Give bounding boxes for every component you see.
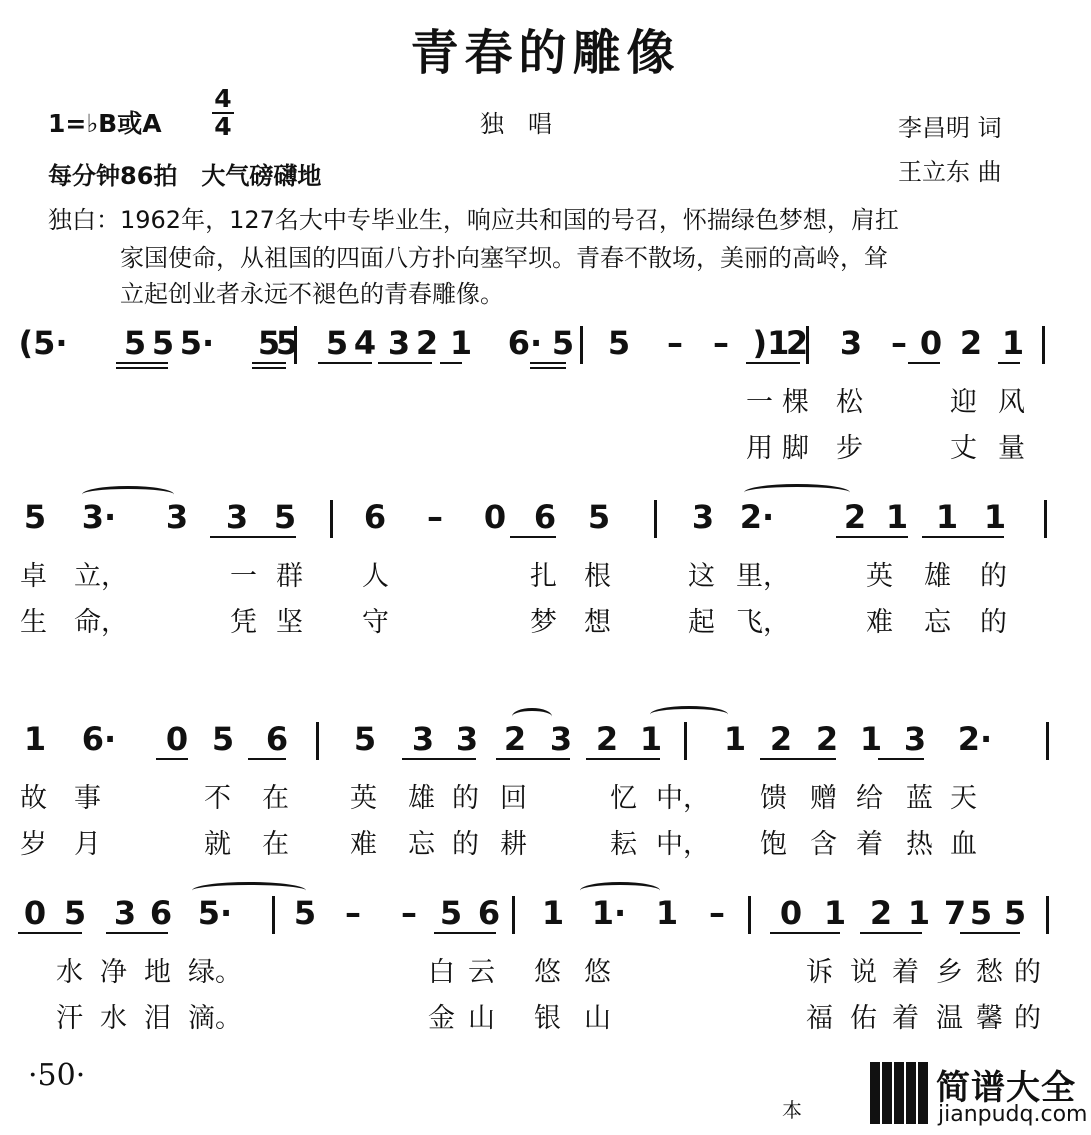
bar-line [1042,326,1045,364]
note: 0 [779,894,803,932]
time-sig-bottom: 4 [214,112,232,141]
lyric-syllable: 里， [736,561,790,592]
lyric-syllable: 守 [362,607,389,638]
lyric-syllable: 丈 [950,433,977,464]
note: 1 [935,498,959,536]
underline-beam [922,536,1004,538]
lyric-syllable: 温 [936,1003,963,1034]
lyric-syllable: 忘 [408,829,435,860]
note: 2 [815,720,839,758]
note: 0 [23,894,47,932]
lyricist: 李昌明 词 [898,114,1002,142]
underline-beam [510,536,556,538]
note: 5 [439,894,463,932]
tie-slur [82,486,174,503]
tie-slur [744,484,850,501]
note: 1 [639,720,663,758]
note: 1 [723,720,747,758]
note: – [401,894,417,932]
underline-beam [378,362,432,364]
underline-beam [878,758,924,760]
underline-beam [760,758,836,760]
note: 6· [81,720,117,758]
lyric-syllable: 的 [452,783,479,814]
bar-line [512,896,515,934]
lyric-syllable: 脚 [782,433,809,464]
note: 6 [265,720,289,758]
note: 5 [353,720,377,758]
footer-mark: 本 [782,1098,802,1122]
note: 6· [507,324,543,362]
lyric-syllable: 想 [584,607,611,638]
bar-line [654,500,657,538]
note: 3· [81,498,117,536]
note: 6 [533,498,557,536]
bar-line [272,896,275,934]
lyric-syllable: 蓝 [906,783,933,814]
note: 3 [839,324,863,362]
lyric-syllable: 赠 [810,783,837,814]
note: 1 [885,498,909,536]
lyric-syllable: 根 [584,561,611,592]
note: 5 [275,324,299,362]
note: 1 [1001,324,1025,362]
underline-beam [908,362,940,364]
lyric-syllable: 水 [100,1003,127,1034]
lyric-syllable: 天 [950,783,977,814]
performance-type: 独 唱 [480,110,552,138]
key-text: 1=♭B或A [48,109,162,138]
note: 2· [739,498,775,536]
lyric-syllable: 馈 [760,783,787,814]
underline-beam [440,362,462,364]
note: 5· [197,894,233,932]
lyric-syllable: 英 [350,783,377,814]
bar-line [1046,722,1049,760]
lyric-syllable: 说 [850,957,877,988]
lyric-syllable: 给 [856,783,883,814]
tie-slur [650,706,728,723]
note: 3 [455,720,479,758]
underline-beam [530,362,566,364]
lyric-syllable: 梦 [530,607,557,638]
note: 5 [63,894,87,932]
note: 5 [151,324,175,362]
lyric-syllable: 飞， [736,607,790,638]
underline-beam [106,932,168,934]
lyric-syllable: 泪 [144,1003,171,1034]
lyric-syllable: 着 [856,829,883,860]
lyric-syllable: 在 [262,783,289,814]
underline-beam [116,367,168,369]
lyric-syllable: 的 [980,561,1007,592]
lyric-syllable: 白 [428,957,455,988]
lyric-syllable: 乡 [936,957,963,988]
underline-beam [530,367,566,369]
note: 3 [113,894,137,932]
lyric-syllable: 故 [20,783,47,814]
note: 2 [843,498,867,536]
lyric-syllable: 棵 [782,387,809,418]
underline-beam [860,932,922,934]
note: 2 [595,720,619,758]
lyric-syllable: 愁 [976,957,1003,988]
note: 5· [179,324,215,362]
lyric-syllable: 着 [892,957,919,988]
underline-beam [252,367,286,369]
note: 5 [211,720,235,758]
lyric-syllable: 月 [74,829,101,860]
lyric-syllable: 群 [276,561,303,592]
key-signature [48,104,162,140]
composer: 王立东 曲 [898,158,1002,186]
underline-beam [960,932,1020,934]
note: 5 [325,324,349,362]
lyric-syllable: 坚 [276,607,303,638]
time-sig-top: 4 [214,84,232,113]
lyric-syllable: 的 [452,829,479,860]
note: 0 [483,498,507,536]
underline-beam [116,362,168,364]
monologue-line-1: 独白：1962年，127名大中专毕业生，响应共和国的号召，怀揣绿色梦想，肩扛 [48,206,899,234]
note: 2 [959,324,983,362]
note: 5 [23,498,47,536]
lyric-syllable: 中， [656,829,710,860]
lyric-syllable: 用 [746,433,773,464]
time-signature [212,86,234,140]
underline-beam [248,758,286,760]
lyric-syllable: 就 [204,829,231,860]
lyric-syllable: 忘 [924,607,951,638]
underline-beam [402,758,476,760]
note: 3 [903,720,927,758]
note: 1 [449,324,473,362]
note: 5 [123,324,147,362]
page-title: 青春的雕像 [410,25,681,81]
note: – [891,324,907,362]
underline-beam [434,932,496,934]
note: 1 [907,894,931,932]
note: (5· [18,324,68,362]
note: 5 [1003,894,1027,932]
lyric-syllable: 滴。 [188,1003,242,1034]
lyric-syllable: 福 [806,1003,833,1034]
note: )1 [752,324,790,362]
lyric-syllable: 血 [950,829,977,860]
lyric-syllable: 不 [204,783,231,814]
lyric-syllable: 佑 [850,1003,877,1034]
lyric-syllable: 汗 [56,1003,83,1034]
lyric-syllable: 凭 [230,607,257,638]
underline-beam [156,758,188,760]
note: 1 [655,894,679,932]
note: 3 [225,498,249,536]
lyric-syllable: 中， [656,783,710,814]
lyric-syllable: 步 [836,433,863,464]
bar-line [748,896,751,934]
lyric-syllable: 耕 [500,829,527,860]
site-logo-url: jianpudq.com [938,1102,1088,1127]
lyric-syllable: 金 [428,1003,455,1034]
tie-slur [192,882,306,899]
note: 1 [541,894,565,932]
lyric-syllable: 英 [866,561,893,592]
piano-keys-icon [870,1062,932,1124]
note: 3 [387,324,411,362]
underline-beam [770,932,840,934]
lyric-syllable: 的 [1014,957,1041,988]
lyric-syllable: 雄 [924,561,951,592]
note: 2 [503,720,527,758]
bar-line [1044,500,1047,538]
note: 5 [607,324,631,362]
note: 2· [957,720,993,758]
underline-beam [18,932,82,934]
note: 2 [869,894,893,932]
lyric-syllable: 净 [100,957,127,988]
note: – [713,324,729,362]
lyric-syllable: 事 [74,783,101,814]
underline-beam [998,362,1020,364]
underline-beam [496,758,570,760]
note: 1 [23,720,47,758]
lyric-syllable: 难 [350,829,377,860]
tempo-marking: 每分钟86拍 大气磅礴地 [48,162,322,190]
lyric-syllable: 起 [688,607,715,638]
note: 3 [411,720,435,758]
underline-beam [210,536,296,538]
site-logo-name: 简谱大全 [936,1068,1076,1108]
lyric-syllable: 在 [262,829,289,860]
lyric-syllable: 一 [230,561,257,592]
underline-beam [836,536,908,538]
lyric-syllable: 热 [906,829,933,860]
lyric-syllable: 地 [144,957,171,988]
lyric-syllable: 人 [362,561,389,592]
note: 2 [769,720,793,758]
note: 0 [919,324,943,362]
lyric-syllable: 这 [688,561,715,592]
lyric-syllable: 悠 [584,957,611,988]
lyric-syllable: 耘 [610,829,637,860]
lyric-syllable: 馨 [976,1003,1003,1034]
lyric-syllable: 悠 [534,957,561,988]
note: 6 [363,498,387,536]
underline-beam [252,362,286,364]
lyric-syllable: 量 [998,433,1025,464]
bar-line [580,326,583,364]
note: 1 [859,720,883,758]
note: 2 [415,324,439,362]
note: – [345,894,361,932]
note: 6 [149,894,173,932]
note: 3 [165,498,189,536]
note: 1· [591,894,627,932]
lyric-syllable: 含 [810,829,837,860]
tie-slur [512,708,552,725]
lyric-syllable: 云 [468,957,495,988]
note: 5 [969,894,993,932]
underline-beam [746,362,800,364]
note: 3 [691,498,715,536]
note: 5 [293,894,317,932]
lyric-syllable: 卓 [20,561,47,592]
lyric-syllable: 银 [534,1003,561,1034]
lyric-syllable: 风 [998,387,1025,418]
lyric-syllable: 扎 [530,561,557,592]
note: 1 [823,894,847,932]
note: 1 [983,498,1007,536]
bar-line [684,722,687,760]
lyric-syllable: 岁 [20,829,47,860]
underline-beam [318,362,372,364]
lyric-syllable: 难 [866,607,893,638]
lyric-syllable: 雄 [408,783,435,814]
note: 7 [943,894,967,932]
lyric-syllable: 水 [56,957,83,988]
note: 2 [785,324,809,362]
monologue-line-2: 家国使命，从祖国的四面八方扑向塞罕坝。青春不散场，美丽的高岭，耸 [120,244,888,272]
lyric-syllable: 命， [74,607,128,638]
note: 0 [165,720,189,758]
note: – [427,498,443,536]
lyric-syllable: 饱 [760,829,787,860]
lyric-syllable: 的 [1014,1003,1041,1034]
note: 5 [551,324,575,362]
note: – [667,324,683,362]
note: 6 [477,894,501,932]
bar-line [316,722,319,760]
lyric-syllable: 松 [836,387,863,418]
lyric-syllable: 迎 [950,387,977,418]
lyric-syllable: 山 [468,1003,495,1034]
lyric-syllable: 山 [584,1003,611,1034]
tie-slur [580,882,660,899]
underline-beam [586,758,660,760]
note: 5 [257,324,281,362]
lyric-syllable: 生 [20,607,47,638]
note: 5 [273,498,297,536]
note: 3 [549,720,573,758]
page-number: ·50· [28,1058,86,1093]
bar-line [1046,896,1049,934]
note: – [709,894,725,932]
lyric-syllable: 一 [746,387,773,418]
lyric-syllable: 立， [74,561,128,592]
note: 5 [587,498,611,536]
lyric-syllable: 诉 [806,957,833,988]
lyric-syllable: 回 [500,783,527,814]
lyric-syllable: 忆 [610,783,637,814]
lyric-syllable: 着 [892,1003,919,1034]
lyric-syllable: 的 [980,607,1007,638]
bar-line [330,500,333,538]
lyric-syllable: 绿。 [188,957,242,988]
monologue-line-3: 立起创业者永远不褪色的青春雕像。 [120,280,504,308]
note: 4 [353,324,377,362]
